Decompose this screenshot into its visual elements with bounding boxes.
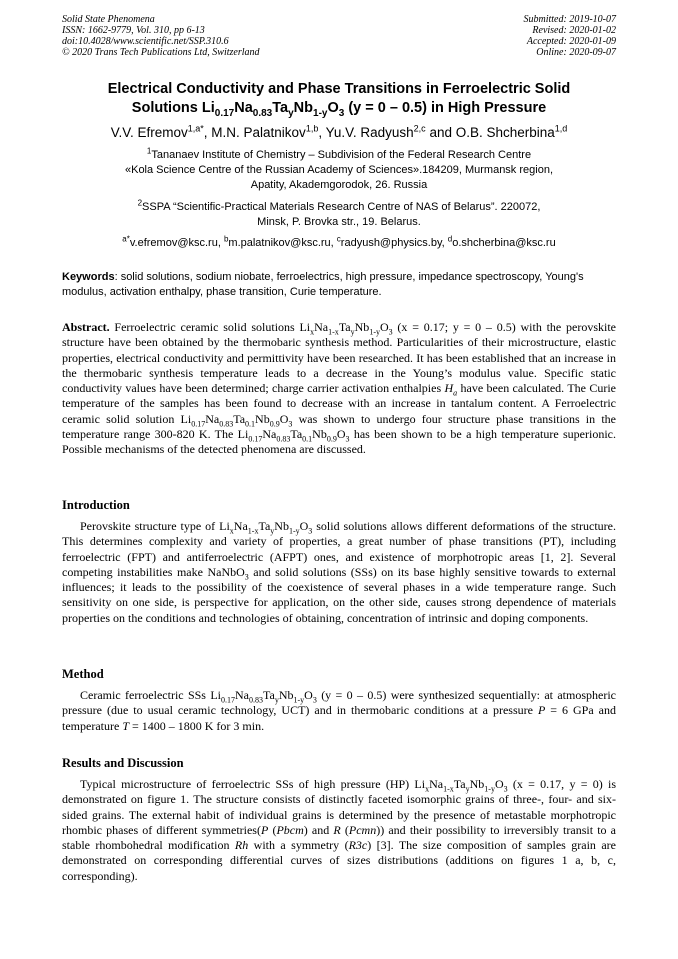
author-shcherbina: O.B. Shcherbina bbox=[455, 125, 555, 140]
email-efremov[interactable]: v.efremov@ksc.ru bbox=[129, 237, 218, 249]
method-paragraph: Ceramic ferroelectric SSs $Li_{0.17}Na_{0.83}Ta_yNb_{1-y}O_3$ (y = 0 – 0.5) were synthesized sequentially: at atmospheric pressure (due to usual ceramic technology, UCT) and in thermobaric conditions at a pressure P = 6 GPa and temperature T = 1400 – 1800 K for 3 min. bbox=[62, 688, 617, 733]
affiliation-2: $^2$SSPA “Scientific-Practical Materials Research Centre of NAS of Belarus”. 220072, Minsk, P. Brovka str., 19. Belarus. bbox=[137, 198, 541, 228]
email-radyush[interactable]: radyush@physics.by bbox=[340, 237, 442, 249]
publication-dates bbox=[524, 14, 617, 58]
abstract-section: Abstract. Ferroelectric ceramic solid solutions $Li_xNa_{1-x}Ta_yNb_{1-y}O_3$ (x = 0.17; y = 0 – 0.5) with the perovskite structure have been obtained by the thermobaric synthesis method. Particularities of their microstructure, elastic properties, electrical conductivity and permittivity have been researched. It has been established that an increase in the thermobaric synthesis temperature leads to a decrease in the Young’s modulus value. Specific static conductivity values have been determined; charge carrier activation enthalpies $H_a$ have been calculated. The Curie temperature of the samples has been found to decrease with an increase in tantalum content. A Ferroelectric ceramic solid solution $Li_{0.17}Na_{0.83}Ta_{0.1}Nb_{0.9}O_3$ was shown to undergo four structure phase transitions in the temperature range 300-820 K. The $Li_{0.17}Na_{0.83}Ta_{0.1}Nb_{0.9}O_3$ has been shown to be a high temperature superionic. Possible mechanisms of the detected phenomena are discussed. bbox=[62, 320, 617, 457]
author-list: V.V. Efremov$^{1,a*}$, M.N. Palatnikov$^{1,b}$, Yu.V. Radyush$^{2,c}$ and O.B. Shcherbina$^{1,d}$ bbox=[110, 123, 568, 140]
email-palatnikov[interactable]: m.palatnikov@ksc.ru bbox=[228, 237, 331, 249]
author-emails: $^{a*}$v.efremov@ksc.ru, $^b$m.palatnikov@ksc.ru, $^c$radyush@physics.by, $^d$o.shcherbina@ksc.ru bbox=[122, 234, 556, 249]
title-line-2: Solutions $Li_{0.17}Na_{0.83}Ta_yNb_{1-y}O_3$ (y = 0 – 0.5) in High Pressure bbox=[131, 100, 547, 119]
journal-name: Solid State Phenomena bbox=[62, 14, 155, 25]
introduction-paragraph: Perovskite structure type of $Li_xNa_{1-x}Ta_yNb_{1-y}O_3$ solid solutions allows different deformations of the structure. This determines complexity and variety of properties, a great number of phase transitions (PT), including ferroelectric (FPT) and antiferroelectric (AFPT) ones, and existence of morphotropic areas [1, 2]. Several competing instabilities make NaNbO$_3$ and solid solutions (SSs) on its base highly sensitive towards to external influences; it leads to the possibility of the coexistence of several phases in a wide temperature range. Such sensitivity on one side, is perspective for application, on the other side, causes strong dependence of materials properties on the conditions and technologies of obtaining, concentration of intrinsic and doping components. bbox=[62, 519, 617, 625]
online-date: Online: 2020-09-07 bbox=[536, 47, 616, 58]
results-paragraph: Typical microstructure of ferroelectric SSs of high pressure (HP) $Li_xNa_{1-x}Ta_yNb_{1-y}O_3$ (x = 0.17, y = 0) is demonstrated on figure 1. The structure consists of distinctly faceted isomorphic grains of three-, four- and six-sided grains. The external habit of individual grains is determined by the presence of metastable morphotropic rhombic phases of different symmetries(P (Pbcm) and R (Pcmn)) and their possibility to irreversibly transit to a stable rhombohedral modification Rh with a symmetry (R3c) [3]. The size composition of samples grain are demonstrated on corresponding differential curves of sizes distributions (additions on figures 1 a, b, c, corresponding). bbox=[62, 777, 617, 883]
journal-issn: ISSN: 1662-9779, Vol. 310, pp 6-13 bbox=[62, 25, 205, 36]
journal-doi[interactable]: doi:10.4028/www.scientific.net/SSP.310.6 bbox=[62, 36, 229, 47]
keywords-label: Keywords bbox=[62, 271, 115, 283]
author-efremov: V.V. Efremov bbox=[110, 125, 188, 140]
title-line-1: Electrical Conductivity and Phase Transitions in Ferroelectric Solid bbox=[107, 81, 571, 97]
abstract-label: Abstract. bbox=[62, 320, 110, 334]
revised-date: Revised: 2020-01-02 bbox=[532, 25, 616, 36]
journal-info bbox=[62, 14, 260, 58]
submitted-date: Submitted: 2019-10-07 bbox=[523, 14, 616, 25]
introduction-heading: Introduction bbox=[62, 498, 130, 512]
keywords-text: : solid solutions, sodium niobate, ferroelectrics, high pressure, impedance spectroscopy, Young's modulus, activation enthalpy, phase transition, Curie temperature. bbox=[62, 271, 584, 298]
paper-title bbox=[62, 80, 616, 118]
email-shcherbina[interactable]: o.shcherbina@ksc.ru bbox=[452, 237, 556, 249]
author-radyush: Yu.V. Radyush bbox=[325, 125, 414, 140]
results-heading: Results and Discussion bbox=[62, 756, 184, 770]
journal-copyright: © 2020 Trans Tech Publications Ltd, Switzerland bbox=[62, 47, 260, 58]
affiliation-1: $^1$Tananaev Institute of Chemistry – Subdivision of the Federal Research Centre «Kola Science Centre of the Russian Academy of Sciences».184209, Murmansk region, Apatity, Akademgorodok, 26. Russia bbox=[124, 146, 554, 191]
keywords-section bbox=[62, 270, 616, 300]
method-heading: Method bbox=[62, 667, 104, 681]
author-palatnikov: M.N. Palatnikov bbox=[211, 125, 306, 140]
accepted-date: Accepted: 2020-01-09 bbox=[526, 36, 616, 47]
